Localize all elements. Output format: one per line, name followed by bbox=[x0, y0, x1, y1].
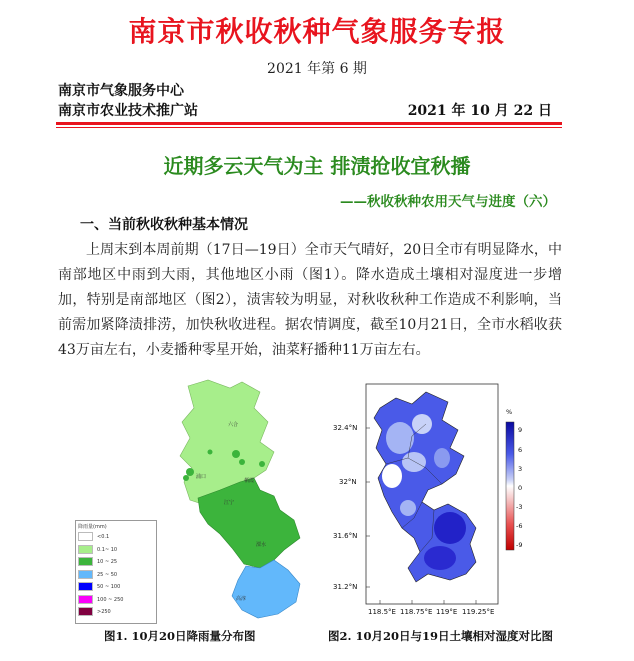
bulletin-title: 南京市秋收秋种气象服务专报 bbox=[128, 15, 506, 48]
legend-swatch bbox=[78, 607, 93, 616]
y-tick-31-2: 31.2°N bbox=[333, 583, 358, 591]
district-gaochun: 高淳 bbox=[236, 596, 247, 602]
legend-label: 50 ~ 100 bbox=[97, 584, 121, 590]
org-weather-center: 南京市气象服务中心 bbox=[58, 83, 184, 99]
x-tick-119-25: 119.25°E bbox=[462, 608, 495, 616]
legend-swatch bbox=[78, 557, 93, 566]
legend-item bbox=[78, 582, 120, 591]
legend-item bbox=[78, 607, 111, 616]
legend-label: <0.1 bbox=[97, 534, 110, 540]
body-paragraph: 上周末到本周前期（17日—19日）全市天气晴好，20日全市有明显降水，中南部地区中雨到大雨，其他地区小雨（图1）。降水造成土壤相对湿度进一步增加，特别是南部地区（图2），渍害较为明显，对秋收秋种工作造成不利影响，当前需加紧降渍排涝，加快秋收进程。据农情调度，截至10月21日，全市水稻收获43万亩左右，小麦播种零星开始，油菜籽播种11万亩左右。 bbox=[58, 242, 562, 358]
org-agri-station: 南京市农业技术推广站 bbox=[58, 103, 198, 119]
district-qixia: 栖霞 bbox=[244, 478, 255, 484]
section-title: 一、当前秋收秋种基本情况 bbox=[80, 217, 248, 233]
cb-tick-3: 3 bbox=[518, 465, 523, 473]
soil-moisture-map bbox=[330, 378, 540, 622]
district-luhe: 六合 bbox=[228, 422, 239, 428]
cb-tick-9: 9 bbox=[518, 426, 523, 434]
legend-item bbox=[78, 545, 117, 554]
cb-tick-neg6: -6 bbox=[516, 522, 523, 530]
legend-label: 25 ~ 50 bbox=[97, 571, 118, 578]
legend-item bbox=[78, 557, 117, 566]
legend-item bbox=[78, 532, 109, 541]
legend-swatch bbox=[78, 595, 93, 604]
colorbar-unit: % bbox=[506, 408, 513, 416]
legend-item bbox=[78, 595, 123, 604]
header-divider-thin bbox=[56, 127, 562, 128]
district-lishui: 溧水 bbox=[256, 542, 267, 548]
legend-title: 降雨量(mm) bbox=[78, 524, 107, 530]
legend-item bbox=[78, 570, 117, 579]
cb-tick-neg9: -9 bbox=[516, 541, 523, 549]
legend-swatch bbox=[78, 532, 93, 541]
article-subheadline: ——秋收秋种农用天气与进度（六） bbox=[340, 194, 556, 210]
y-tick-31-6: 31.6°N bbox=[333, 532, 358, 540]
header-divider-thick bbox=[56, 122, 562, 125]
rainfall-map bbox=[150, 378, 310, 622]
y-tick-32: 32°N bbox=[339, 478, 357, 486]
district-jiangning: 江宁 bbox=[224, 500, 235, 506]
x-tick-118-5: 118.5°E bbox=[368, 608, 396, 616]
x-tick-118-75: 118.75°E bbox=[400, 608, 433, 616]
x-tick-119: 119°E bbox=[436, 608, 458, 616]
legend-label: 10 ~ 25 bbox=[97, 559, 118, 565]
cb-tick-neg3: -3 bbox=[516, 503, 523, 511]
legend-label: 100 ~ 250 bbox=[97, 596, 124, 603]
cb-tick-0: 0 bbox=[518, 484, 523, 492]
colorbar bbox=[506, 422, 514, 550]
legend-swatch bbox=[78, 582, 93, 591]
figure1-caption: 图1. 10月20日降雨量分布图 bbox=[104, 629, 256, 643]
map-region-south bbox=[232, 560, 300, 618]
issue-number: 2021 年第 6 期 bbox=[267, 61, 367, 77]
legend-swatch bbox=[78, 545, 93, 554]
article-headline: 近期多云天气为主 排渍抢收宜秋播 bbox=[163, 154, 471, 178]
cb-tick-6: 6 bbox=[518, 446, 523, 454]
figure2-caption: 图2. 10月20日与19日土壤相对湿度对比图 bbox=[328, 629, 554, 643]
y-tick-32-4: 32.4°N bbox=[333, 424, 358, 432]
legend-swatch bbox=[78, 570, 93, 579]
issue-date: 2021 年 10 月 22 日 bbox=[407, 103, 552, 119]
district-pukou: 浦口 bbox=[196, 474, 207, 480]
legend-label: 0.1~ 10 bbox=[97, 546, 118, 553]
legend-label: >250 bbox=[97, 609, 111, 615]
